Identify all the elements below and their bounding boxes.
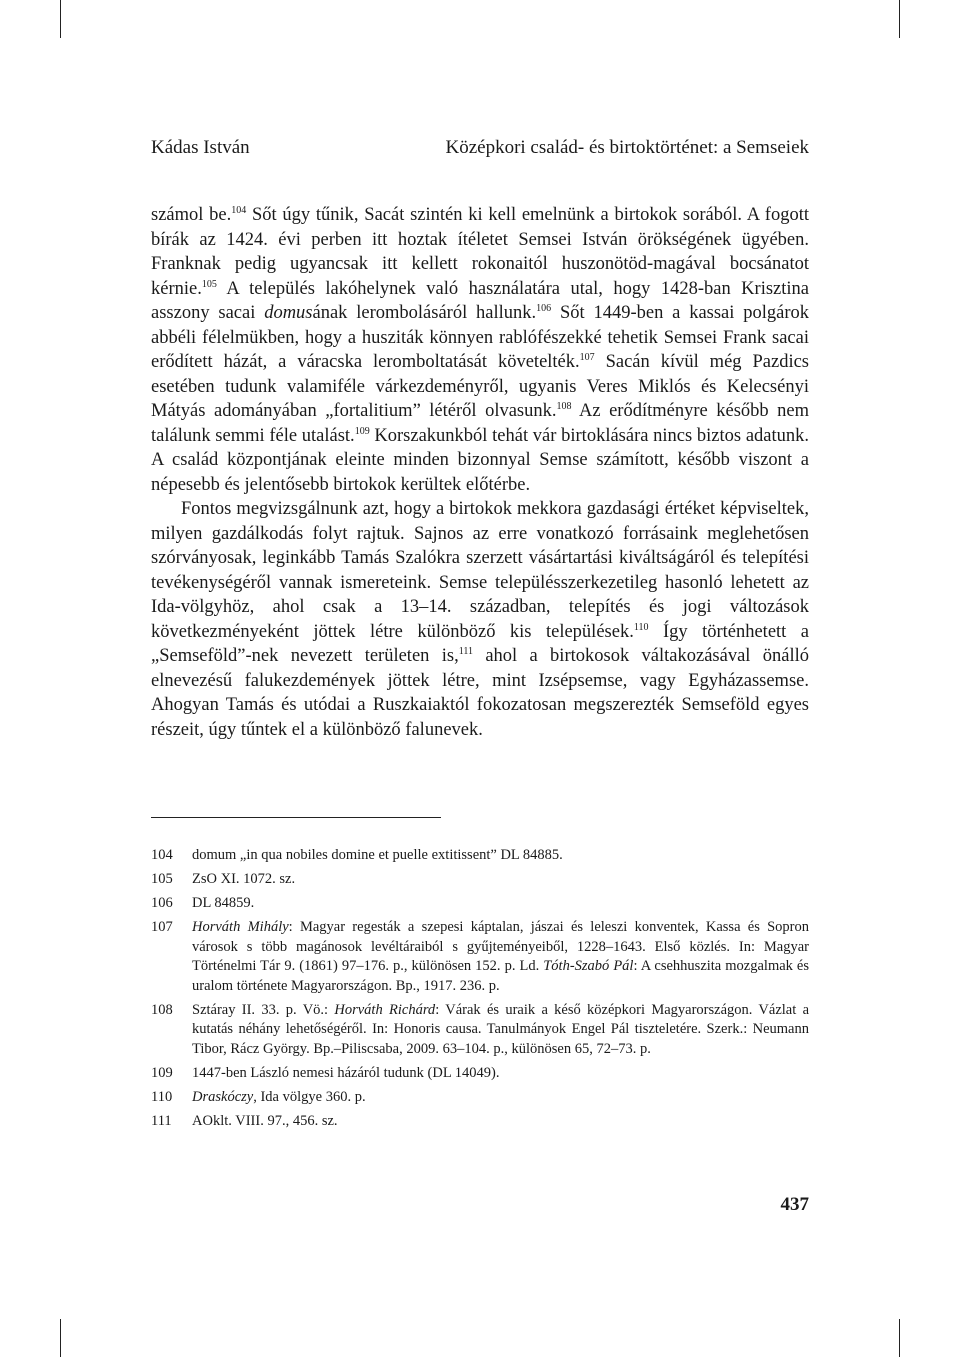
text-run: , Ida völgye 360. p. bbox=[253, 1088, 366, 1105]
italic-text: Horváth Mihály bbox=[192, 919, 289, 935]
footnote-number: 108 bbox=[151, 1001, 173, 1018]
text-run: Sőt úgy tűnik, Sacát szintén ki kell emelnünk a birtokok sorából. A fogott bírák az 1424. évi perben itt hoztak ítéletet Semsei István örökségének ügyében. Franknak pedig ugyancsak itt kellett rokonaitól huszonötöd-magával bocsánatot kérnie. bbox=[151, 205, 809, 299]
footnote-text bbox=[192, 1088, 809, 1108]
footnote-text bbox=[192, 1112, 809, 1132]
footnote-number: 105 bbox=[151, 871, 173, 887]
text-run: DL 84859. bbox=[192, 895, 255, 911]
footnote-ref: 105 bbox=[201, 278, 217, 290]
paragraph-2 bbox=[151, 497, 809, 742]
footnote-text bbox=[192, 894, 809, 914]
text-run: : Várak és uraik a késő középkori Magyarországon. Vázlat a kutatás néhány lehetőségéről. In: Honoris causa. Tanulmányok Engel Pál tiszteletére. Szerk.: Neumann Tibor, Rácz György. Bp.–Piliscsaba, 2009. 63–104. p., különösen 65, 72–73. p. bbox=[192, 1001, 810, 1057]
header-author: Kádas István bbox=[151, 137, 250, 158]
italic-text: Tóth-Szabó Pál bbox=[543, 958, 634, 974]
footnote bbox=[151, 918, 809, 996]
footnote-text bbox=[192, 1064, 809, 1084]
footnote-number: 107 bbox=[151, 919, 173, 935]
text-run: domum „in qua nobiles domine et puelle extitissent” DL 84885. bbox=[192, 847, 563, 863]
footnotes bbox=[151, 846, 809, 1136]
text-run: : A csehhuszita mozgalmak és uralom története Magyarországon. Bp., 1917. 236. p. bbox=[192, 958, 810, 994]
text-run: Sőt 1449-ben a kassai polgárok abbéli félelmükben, hogy a husziták könnyen rablófészekké tehetik Semsei Frank sacai erődített házát, a váracska leromboltatását követelték. bbox=[151, 303, 809, 372]
footnote-number: 110 bbox=[151, 1088, 173, 1105]
text-run: ZsO XI. 1072. sz. bbox=[192, 871, 296, 887]
text-run: AOklt. VIII. 97., 456. sz. bbox=[192, 1112, 338, 1129]
text-run: ahol a birtokosok váltakozásával önálló elnevezésű falukezdemények jöttek létre, mint Izsépsemse, vagy Egyházassemse. Ahogyan Tamás és utódai a Ruszkaiaktól fokozatosan megszerezték Semseföld egyes részeit, úgy tűntek el a különböző falunevek. bbox=[151, 646, 809, 740]
footnote bbox=[151, 846, 809, 866]
text-run: Sztáray II. 33. p. Vö.: bbox=[192, 1001, 335, 1018]
crop-mark-bottom-left bbox=[60, 1319, 61, 1357]
running-header bbox=[151, 136, 809, 160]
text-run: : Magyar regesták a szepesi káptalan, jászai és leleszi konventek, Kassa és Sopron városok s több magánosok levéltáraiból s gyűjteményeiből, 1228–1643. Első közlés. In: Magyar Történelmi Tár 9. (1861) 97–176. p., különösen 152. p. Ld. bbox=[192, 919, 809, 974]
footnote-text bbox=[192, 918, 809, 996]
text-run: 1447-ben László nemesi házáról tudunk (DL 14049). bbox=[192, 1064, 500, 1081]
text-run: számol be. bbox=[151, 205, 232, 225]
italic-text: Draskóczy bbox=[192, 1088, 254, 1105]
footnote-ref: 104 bbox=[231, 205, 247, 216]
footnote-ref: 109 bbox=[354, 425, 370, 437]
main-text bbox=[151, 203, 809, 742]
text-run: Korszakunkból tehát vár birtoklására nincs biztos adatunk. A család központjának eleinte minden bizonnyal Semse számított, később viszont a népesebb és jelentősebb birtokok kerültek előtérbe. bbox=[151, 425, 810, 495]
footnote-number: 111 bbox=[151, 1112, 172, 1129]
footnote-number: 109 bbox=[151, 1064, 173, 1081]
text-run: Az erődítményre később nem találunk semmi féle utalást. bbox=[151, 401, 810, 446]
footnote bbox=[151, 1001, 809, 1060]
footnote-ref: 107 bbox=[579, 352, 595, 363]
header-title: Középkori család- és birtoktörténet: a Semseiek bbox=[445, 137, 809, 158]
footnote bbox=[151, 1064, 809, 1084]
footnote bbox=[151, 1112, 809, 1132]
paragraph-1 bbox=[151, 203, 809, 497]
footnote-text bbox=[192, 1001, 809, 1060]
page-number: 437 bbox=[780, 1194, 809, 1215]
footnote bbox=[151, 1088, 809, 1108]
footnote-number: 104 bbox=[151, 847, 173, 863]
footnote-number: 106 bbox=[151, 895, 173, 911]
crop-mark-top-left bbox=[60, 0, 61, 38]
text-run: Így történhetett a „Semseföld”-nek nevezett területen is, bbox=[151, 621, 809, 666]
footnote-ref: 111 bbox=[458, 646, 473, 657]
footnote-ref: 110 bbox=[633, 621, 649, 633]
footnote-separator bbox=[151, 817, 441, 818]
footnote-ref: 108 bbox=[556, 401, 572, 412]
footnote bbox=[151, 870, 809, 890]
text-run: Fontos megvizsgálnunk azt, hogy a birtokok mekkora gazdasági értéket képviseltek, milyen gazdálkodás folyt rajtuk. Sajnos az erre vonatkozó forrásaink meglehetősen szórványosak, leginkább Tamás Szalókra szerzett vásártartási kiváltságáról és telepítési tevékenységéről vannak ismereteink. Semse településszerkezetileg hasonló lehetett az Ida-völgyhöz, ahol csak a 13–14. században, telepítés és jogi változások következményeként jöttek létre különböző kis települések. bbox=[151, 499, 809, 642]
crop-mark-top-right bbox=[899, 0, 900, 38]
crop-mark-bottom-right bbox=[899, 1319, 900, 1357]
footnote-ref: 106 bbox=[536, 303, 552, 314]
footnote bbox=[151, 894, 809, 914]
text-run: Sacán kívül még Pazdics esetében tudunk valamiféle várkezdeményről, ugyanis Veres Miklós és Kelecsényi Mátyás adományában „fortalitium” létéről olvasunk. bbox=[151, 352, 809, 421]
italic-text: domus bbox=[264, 303, 313, 323]
italic-text: Horváth Richárd bbox=[334, 1001, 436, 1018]
footnote-text bbox=[192, 870, 809, 890]
text-run: A település lakóhelynek való használatára utal, hogy 1428-ban Krisztina asszony sacai bbox=[151, 278, 809, 323]
text-run: ának lerombolásáról hallunk. bbox=[312, 303, 537, 323]
footnote-text bbox=[192, 846, 809, 866]
